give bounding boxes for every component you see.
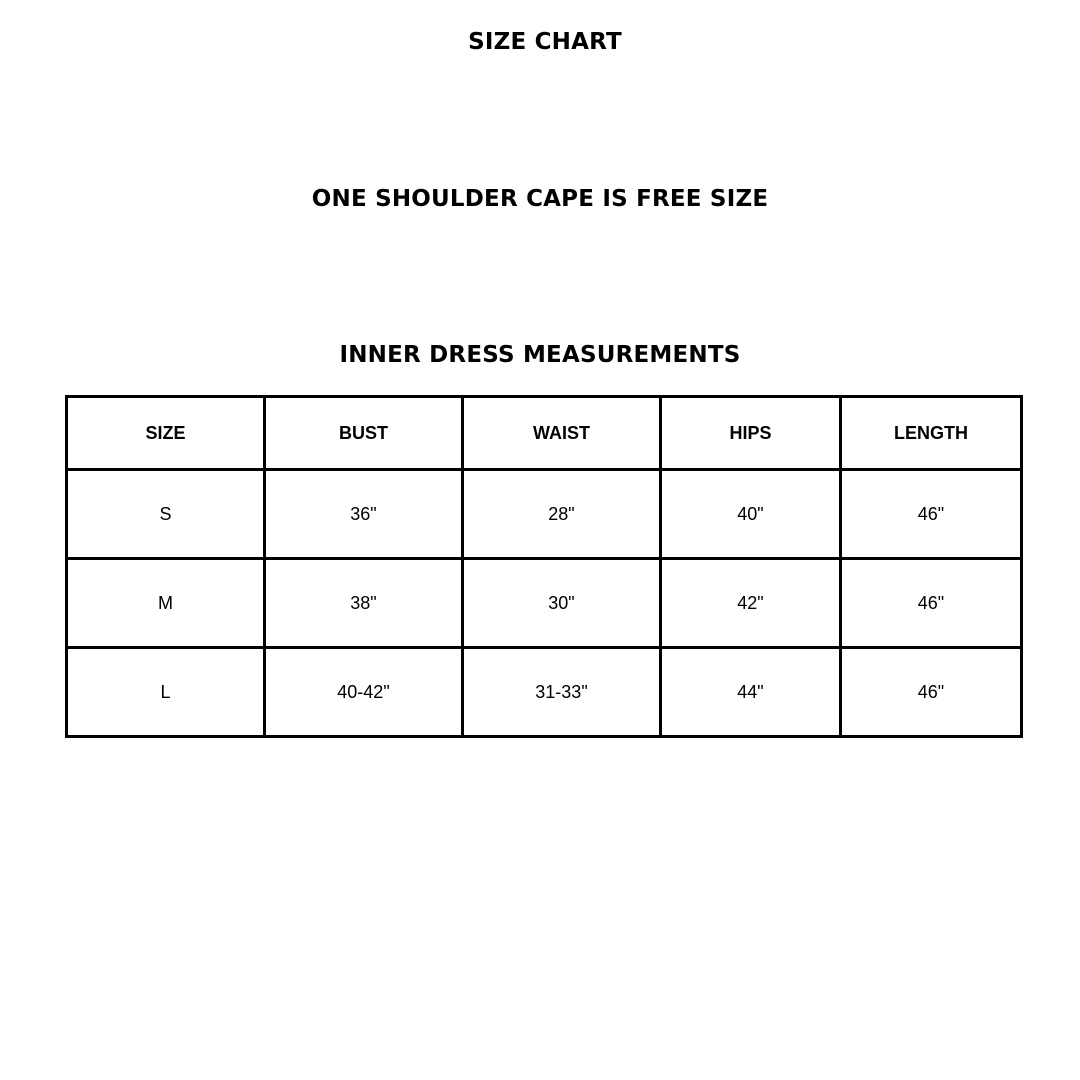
page-title: SIZE CHART — [468, 29, 622, 55]
cell-size: L — [67, 648, 265, 737]
cell-hips: 44" — [661, 648, 841, 737]
column-header-bust: BUST — [265, 397, 463, 470]
table-row — [67, 648, 1022, 737]
cell-size: M — [67, 559, 265, 648]
free-size-note: ONE SHOULDER CAPE IS FREE SIZE — [311, 186, 769, 212]
column-header-length: LENGTH — [841, 397, 1022, 470]
table-header-row — [67, 397, 1022, 470]
cell-length: 46" — [841, 559, 1022, 648]
table-row — [67, 559, 1022, 648]
cell-size: S — [67, 470, 265, 559]
cell-bust: 40-42" — [265, 648, 463, 737]
table-heading: INNER DRESS MEASUREMENTS — [339, 342, 741, 368]
cell-length: 46" — [841, 470, 1022, 559]
cell-bust: 36" — [265, 470, 463, 559]
column-header-hips: HIPS — [661, 397, 841, 470]
cell-waist: 28" — [463, 470, 661, 559]
cell-hips: 40" — [661, 470, 841, 559]
size-chart-table — [65, 395, 1023, 738]
column-header-size: SIZE — [67, 397, 265, 470]
cell-length: 46" — [841, 648, 1022, 737]
cell-waist: 31-33" — [463, 648, 661, 737]
column-header-waist: WAIST — [463, 397, 661, 470]
cell-bust: 38" — [265, 559, 463, 648]
cell-hips: 42" — [661, 559, 841, 648]
cell-waist: 30" — [463, 559, 661, 648]
table-row — [67, 470, 1022, 559]
